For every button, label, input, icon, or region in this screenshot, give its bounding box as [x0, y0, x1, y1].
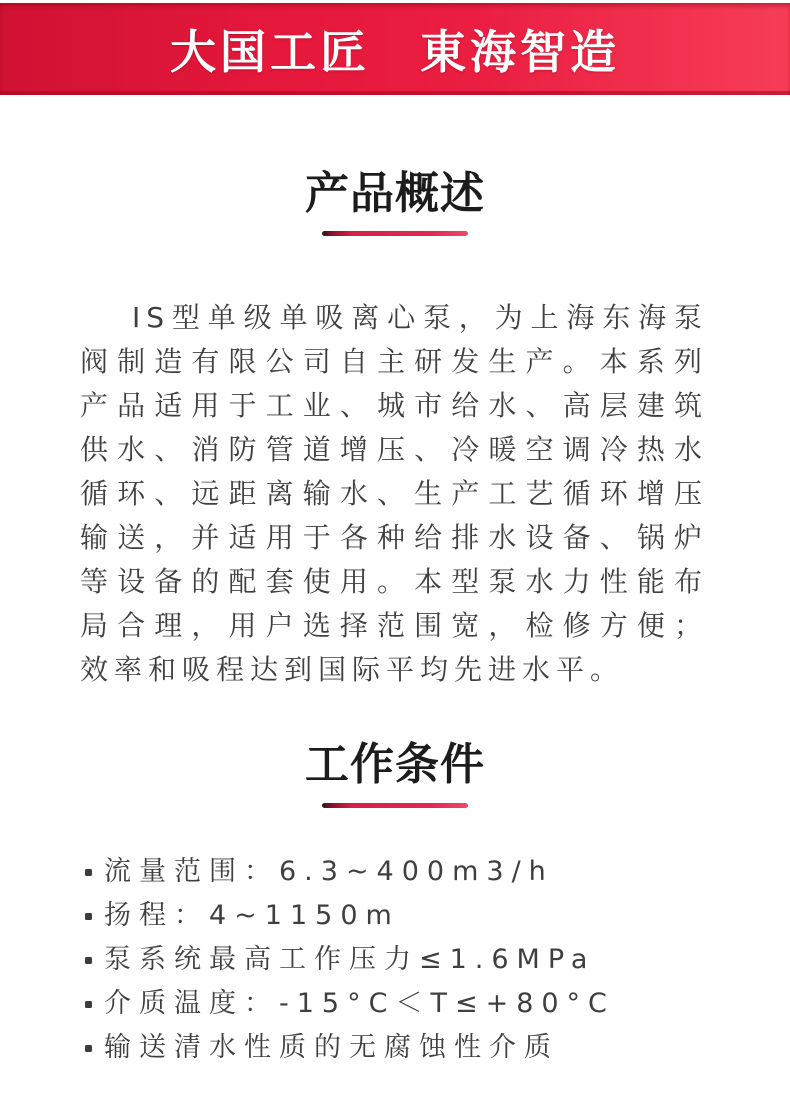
conditions-section-title: 工作条件	[305, 739, 485, 791]
list-item-text: 扬程：4~1150m	[104, 899, 400, 931]
list-item-text: 介质温度：-15°C＜T≤+80°C	[104, 987, 615, 1019]
paragraph-line: IS型单级单吸离心泵，为上海东海泵	[132, 301, 708, 335]
overview-title-underline	[322, 231, 468, 236]
top-banner	[0, 3, 790, 95]
list-item-text: 流量范围：6.3~400m3/h	[104, 855, 554, 887]
list-item-text: 输送清水性质的无腐蚀性介质	[104, 1031, 559, 1063]
list-item	[82, 943, 790, 975]
bullet-dot-icon	[85, 1045, 92, 1052]
bullet-dot-icon	[85, 1001, 92, 1008]
paragraph-line: 阀制造有限公司自主研发生产。本系列	[80, 345, 708, 379]
paragraph-line: 循环、远距离输水、生产工艺循环增压	[80, 477, 708, 511]
overview-section-title: 产品概述	[305, 168, 485, 219]
bullet-dot-icon	[85, 869, 92, 876]
paragraph-line: 等设备的配套使用。本型泵水力性能布	[80, 565, 708, 599]
conditions-section	[0, 741, 790, 1061]
overview-section	[0, 170, 790, 692]
list-item	[82, 855, 790, 887]
bullet-dot-icon	[85, 913, 92, 920]
paragraph-line: 供水、消防管道增压、冷暖空调冷热水	[80, 433, 708, 467]
conditions-list	[82, 855, 790, 1063]
bullet-dot-icon	[85, 957, 92, 964]
list-item	[82, 1031, 790, 1063]
paragraph-line: 输送，并适用于各种给排水设备、锅炉	[80, 521, 708, 555]
product-overview-paragraph	[80, 296, 708, 692]
paragraph-line: 局合理，用户选择范围宽，检修方便；	[80, 609, 708, 643]
conditions-title-underline	[322, 803, 468, 808]
banner-title: 大国工匠 東海智造	[170, 25, 620, 79]
paragraph-line: 产品适用于工业、城市给水、高层建筑	[80, 389, 708, 423]
paragraph-line: 效率和吸程达到国际平均先进水平。	[80, 653, 625, 687]
list-item	[82, 987, 790, 1019]
list-item	[82, 899, 790, 931]
list-item-text: 泵系统最高工作压力≤1.6MPa	[104, 943, 596, 975]
